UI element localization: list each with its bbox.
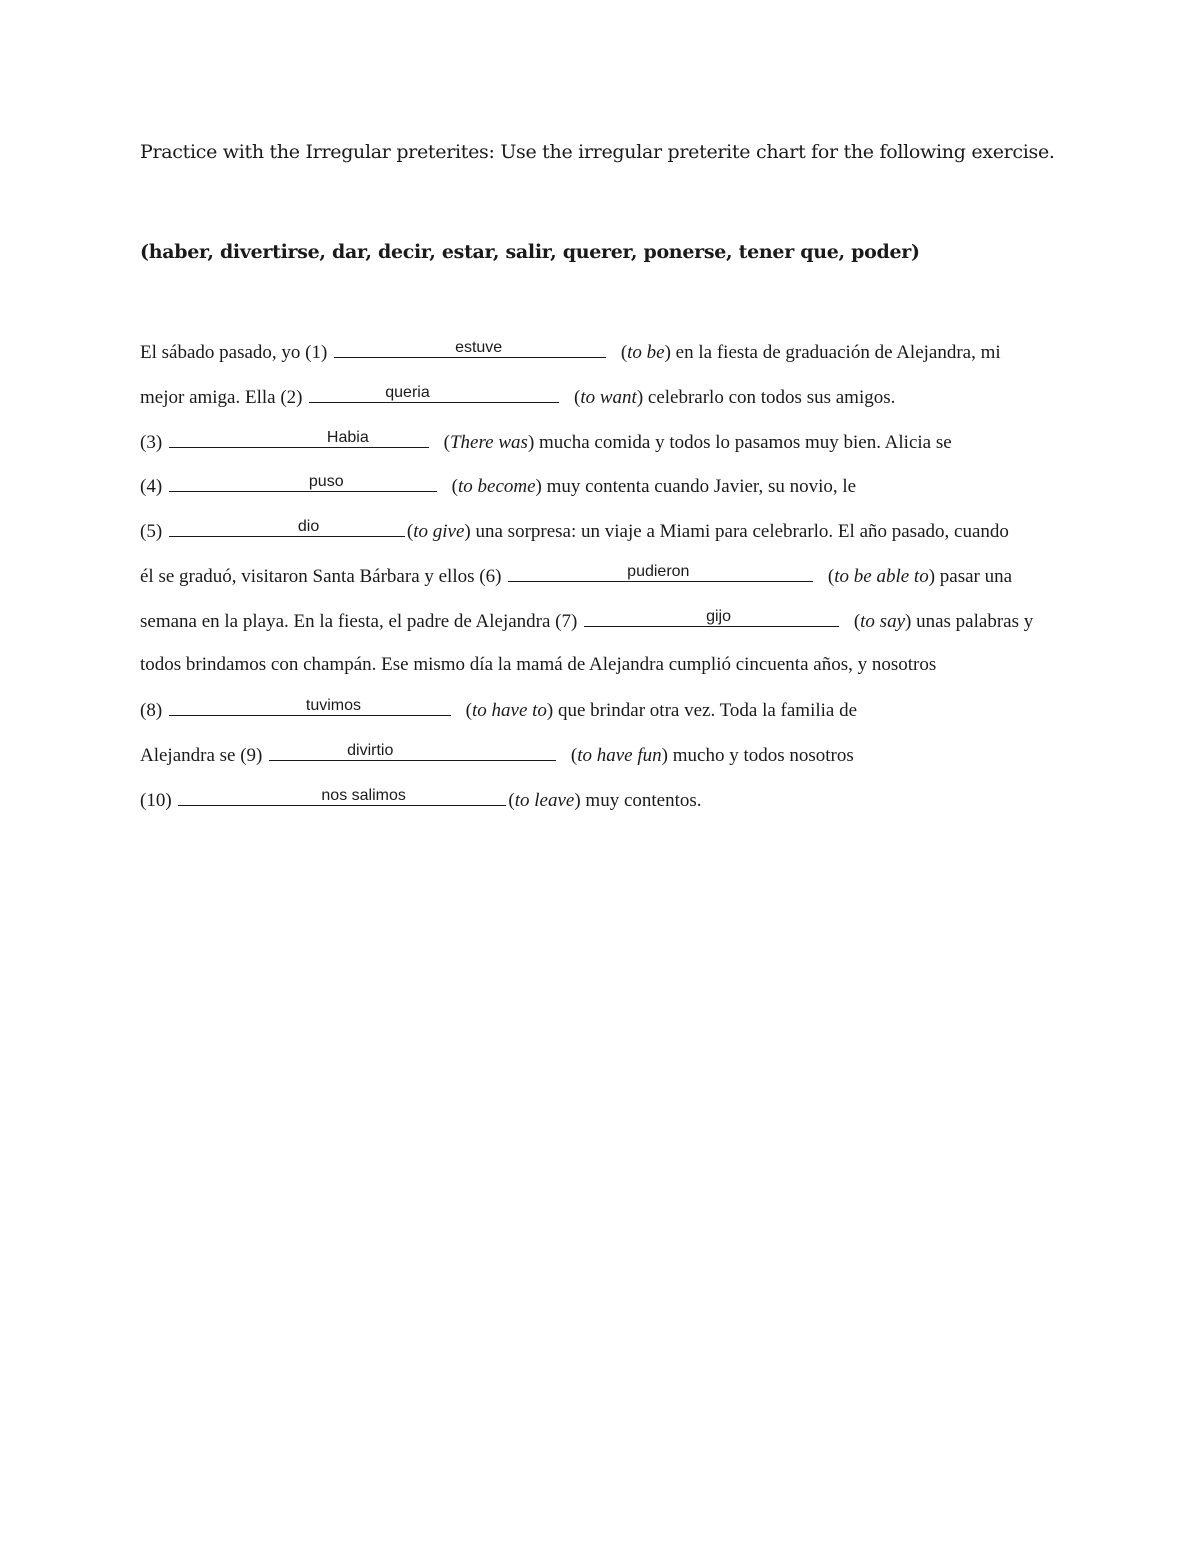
hint-6: to be able to: [834, 565, 929, 587]
answer-1: estuve: [455, 339, 503, 356]
exercise-line-5: (5) dio (to give) una sorpresa: un viaje a Miami para celebrarlo. El año pasado, cuando: [140, 515, 1070, 560]
line-text: ) que brindar otra vez. Toda la familia de: [546, 700, 858, 722]
exercise-line-2: mejor amiga. Ella (2) queria (to want) celebrarlo con todos sus amigos.: [140, 381, 1070, 426]
exercise-line-10: Alejandra se (9) divirtio (to have fun) mucho y todos nosotros: [140, 739, 1070, 784]
item-number-9: (9): [240, 745, 263, 767]
exercise-line-3: (3) Habia (There was) mucha comida y todos lo pasamos muy bien. Alicia se: [140, 426, 1070, 471]
hint-1: to be: [627, 342, 665, 363]
line-text: El sábado pasado, yo: [140, 342, 301, 363]
item-number-7: (7): [555, 610, 578, 632]
item-number-5: (5): [140, 521, 163, 543]
exercise-line-11: (10) nos salimos (to leave) muy contentos.: [140, 784, 1070, 829]
answer-blank-10[interactable]: [178, 784, 506, 806]
exercise-line-1: El sábado pasado, yo (1) estuve (to be) en la fiesta de graduación de Alejandra, mi: [140, 336, 1070, 381]
line-text: ) celebrarlo con todos sus amigos.: [636, 386, 896, 408]
exercise-line-6: él se graduó, visitaron Santa Bárbara y ellos (6) pudieron (to be able to) pasar una: [140, 560, 1070, 605]
line-text: mejor amiga. Ella: [140, 386, 276, 408]
exercise-line-7: semana en la playa. En la fiesta, el padre de Alejandra (7) gijo (to say) unas palabras y: [140, 605, 1070, 650]
exercise-instructions: Practice with the Irregular preterites: Use the irregular preterite chart for the following exercise.: [140, 141, 1055, 163]
hint-3: There was: [449, 431, 528, 453]
hint-7: to say: [860, 610, 906, 632]
hint-8: to have to: [471, 700, 547, 722]
line-text: semana en la playa. En la fiesta, el padre de Alejandra: [140, 610, 551, 632]
answer-blank-5[interactable]: [169, 515, 405, 537]
exercise-line-4: (4) puso (to become) muy contenta cuando Javier, su novio, le: [140, 470, 1070, 515]
line-text: ) mucha comida y todos lo pasamos muy bien. Alicia se: [527, 431, 952, 453]
line-text: todos brindamos con champán. Ese mismo día la mamá de Alejandra cumplió cincuenta años, y nosotros: [140, 653, 937, 675]
line-text: ) una sorpresa: un viaje a Miami para celebrarlo. El año pasado, cuando: [464, 521, 1009, 543]
item-number-1: (1): [305, 342, 328, 363]
answer-10: nos salimos: [321, 786, 406, 804]
answer-2: queria: [385, 383, 430, 401]
answer-blank-9[interactable]: [269, 739, 556, 761]
answer-blank-8[interactable]: [169, 694, 451, 716]
line-text: él se graduó, visitaron Santa Bárbara y ellos: [140, 565, 475, 587]
answer-blank-2[interactable]: [309, 381, 559, 403]
hint-9: to have fun: [577, 745, 662, 767]
line-text: ) en la fiesta de graduación de Alejandra, mi: [664, 342, 1001, 363]
item-number-6: (6): [479, 565, 502, 587]
item-number-4: (4): [140, 476, 163, 498]
answer-7: gijo: [706, 607, 731, 625]
answer-blank-7[interactable]: [584, 605, 839, 627]
line-text: ) unas palabras y: [905, 610, 1034, 632]
line-text: ) muy contenta cuando Javier, su novio, le: [535, 476, 857, 498]
line-text: ) muy contentos.: [574, 789, 702, 811]
hint-2: to want: [580, 386, 637, 408]
answer-9: divirtio: [347, 742, 394, 760]
answer-5: dio: [297, 518, 320, 536]
answer-blank-6[interactable]: [508, 560, 813, 582]
answer-blank-3[interactable]: [169, 426, 429, 448]
answer-6: pudieron: [627, 562, 690, 580]
exercise-line-8: [140, 650, 1070, 695]
line-text: ) mucho y todos nosotros: [661, 745, 854, 767]
item-number-8: (8): [140, 700, 163, 722]
line-text: ) pasar una: [928, 565, 1013, 587]
answer-3: Habia: [326, 428, 369, 446]
hint-5: to give: [413, 521, 465, 543]
answer-8: tuvimos: [305, 697, 362, 715]
answer-blank-4[interactable]: [169, 470, 437, 492]
exercise-line-9: (8) tuvimos (to have to) que brindar otra vez. Toda la familia de: [140, 694, 1070, 739]
fill-in-paragraph: [140, 336, 1070, 829]
item-number-2: (2): [280, 386, 303, 408]
answer-4: puso: [308, 473, 344, 491]
line-text: Alejandra se: [140, 745, 236, 767]
item-number-3: (3): [140, 431, 163, 453]
verb-list: (haber, divertirse, dar, decir, estar, salir, querer, ponerse, tener que, poder): [140, 241, 920, 263]
answer-blank-1[interactable]: [334, 336, 606, 358]
hint-4: to become: [457, 476, 536, 498]
hint-10: to leave: [514, 789, 575, 811]
item-number-10: (10): [140, 789, 172, 811]
